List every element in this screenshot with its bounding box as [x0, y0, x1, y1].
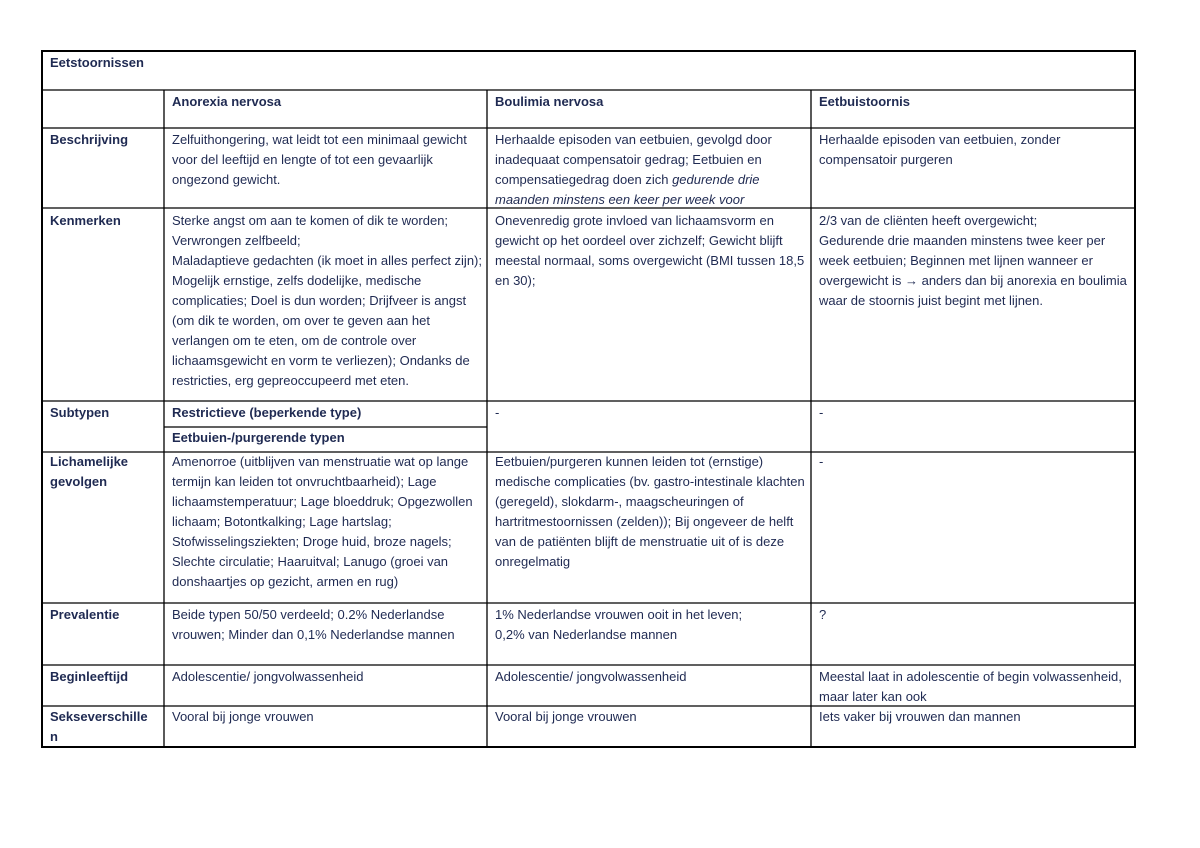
subtypen-anorexia-purgerend: Eetbuien-/purgerende typen — [172, 430, 345, 445]
subtypen-anorexia-restrictief: Restrictieve (beperkende type) — [172, 405, 362, 420]
prevalentie-anorexia: Beide typen 50/50 verdeeld; 0.2% Nederlandse vrouwen; Minder dan 0,1% Nederlandse mannen — [172, 607, 455, 642]
subtypen-boulimia: - — [495, 405, 500, 420]
gevolgen-boulimia: Eetbuien/purgeren kunnen leiden tot (ernstige) medische complicaties (bv. gastro-intestinale klachten (geregeld), slokdarm-, maagscheuringen of hartritmestoornissen (zelden)); Bij ongeveer de helft van de patiënten blijft de menstruatie uit of is deze onregelmatig — [495, 454, 805, 569]
beschrijving-eetbuistoornis: Herhaalde episoden van eetbuien, zonder compensatoir purgeren — [819, 132, 1061, 167]
prevalentie-boulimia-line-2: 0,2% van Nederlandse mannen — [495, 627, 678, 642]
kenmerken-anorexia-line-3: Maladaptieve gedachten (ik moet in alles perfect zijn); Mogelijk ernstige, zelfs dodelijke, medische complicaties; Doel is dun worden; Drijfveer is angst (om dik te worden, om over te geven aan het verlangen om te eten, om de controle over lichaamsgewicht en vorm te verliezen); Ondanks de restricties, erg gepreoccupeerd met eten. — [172, 253, 482, 388]
column-header-boulimia: Boulimia nervosa — [495, 94, 604, 109]
gevolgen-anorexia: Amenorroe (uitblijven van menstruatie wat op lange termijn kan leiden tot onvruchtbaarheid); Lage lichaamstemperatuur; Lage bloeddruk; Opgezwollen lichaam; Botontkalking; Lage hartslag; Stofwisselingsziekten; Droge huid, broze nagels; Slechte circulatie; Haaruitval; Lanugo (groei van donshaartjes op gezicht, armen en rug) — [172, 454, 473, 589]
row-label-kenmerken: Kenmerken — [50, 213, 121, 228]
kenmerken-eetbui-line-1: 2/3 van de cliënten heeft overgewicht; — [819, 213, 1038, 228]
row-label-sekseverschillen — [42, 707, 164, 747]
row-label-gevolgen-line-2: gevolgen — [50, 474, 108, 489]
column-header-eetbuistoornis: Eetbuistoornis — [819, 94, 911, 109]
prevalentie-boulimia-line-1: 1% Nederlandse vrouwen ooit in het leven; — [495, 607, 743, 622]
beschrijving-boulimia — [487, 130, 811, 208]
kenmerken-anorexia-line-1: Sterke angst om aan te komen of dik te worden; — [172, 213, 449, 228]
beschrijving-boulimia-italic: gedurende drie maanden minstens een keer per week voor — [495, 172, 760, 207]
beginleeftijd-boulimia: Adolescentie/ jongvolwassenheid — [495, 669, 687, 684]
row-label-subtypen: Subtypen — [50, 405, 110, 420]
row-label-lichamelijke-gevolgen — [42, 452, 164, 602]
prevalentie-boulimia — [487, 605, 811, 665]
beginleeftijd-eetbuistoornis: Meestal laat in adolescentie of begin volwassenheid, maar later kan ook — [819, 669, 1122, 704]
kenmerken-eetbui-line-2: Gedurende drie maanden minstens twee keer per week eetbuien; Beginnen met lijnen wanneer er overgewicht is → anders dan bij anorexia en boulimia waar de stoornis juist begint met lijnen. — [819, 233, 1127, 308]
sekse-anorexia: Vooral bij jonge vrouwen — [172, 709, 314, 724]
row-label-gevolgen-line-1: Lichamelijke — [50, 454, 129, 469]
row-label-prevalentie: Prevalentie — [50, 607, 120, 622]
sekse-eetbuistoornis: Iets vaker bij vrouwen dan mannen — [819, 709, 1021, 724]
kenmerken-anorexia — [164, 211, 487, 401]
subtypen-eetbuistoornis: - — [819, 405, 824, 420]
kenmerken-anorexia-line-2: Verwrongen zelfbeeld; — [172, 233, 301, 248]
kenmerken-boulimia: Onevenredig grote invloed van lichaamsvorm en gewicht op het oordeel over zichzelf; Gewicht blijft meestal normaal, soms overgewicht (BMI tussen 18,5 en 30); — [495, 213, 805, 288]
row-label-sekse-line-1: Sekseverschille — [50, 709, 148, 724]
beschrijving-boulimia-text: Herhaalde episoden van eetbuien, gevolgd door inadequaat compensatoir gedrag; Eetbuien en compensatiegedrag doen zich — [495, 132, 772, 187]
beschrijving-anorexia: Zelfuithongering, wat leidt tot een minimaal gewicht voor del leeftijd en lengte of tot een gevaarlijk ongezond gewicht. — [172, 132, 467, 187]
sekse-boulimia: Vooral bij jonge vrouwen — [495, 709, 637, 724]
prevalentie-eetbuistoornis: ? — [819, 607, 827, 622]
column-header-anorexia: Anorexia nervosa — [172, 94, 282, 109]
row-label-beginleeftijd: Beginleeftijd — [50, 669, 129, 684]
page-title: Eetstoornissen — [50, 55, 144, 70]
row-label-beschrijving: Beschrijving — [50, 132, 129, 147]
row-label-sekse-line-2: n — [50, 729, 58, 744]
gevolgen-eetbuistoornis: - — [819, 454, 824, 469]
beginleeftijd-anorexia: Adolescentie/ jongvolwassenheid — [172, 669, 364, 684]
kenmerken-eetbuistoornis — [811, 211, 1135, 401]
